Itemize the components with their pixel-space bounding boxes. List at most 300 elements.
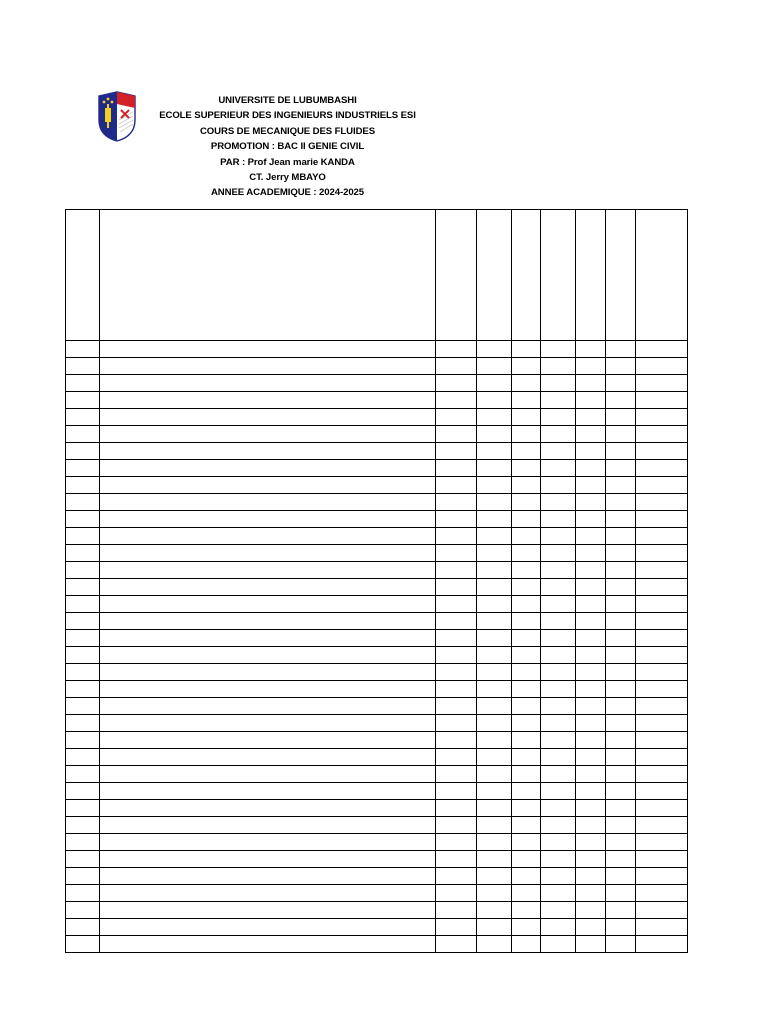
table-cell [576, 749, 606, 766]
table-cell [576, 681, 606, 698]
table-cell [66, 477, 100, 494]
table-cell [576, 443, 606, 460]
table-cell [436, 817, 477, 834]
table-cell [436, 783, 477, 800]
table-cell [576, 919, 606, 936]
table-row [66, 375, 688, 392]
table-cell [477, 494, 512, 511]
table-cell [541, 698, 576, 715]
table-cell [100, 817, 436, 834]
table-cell [66, 358, 100, 375]
table-cell [477, 341, 512, 358]
table-cell [477, 579, 512, 596]
table-cell [100, 647, 436, 664]
table-cell [606, 409, 636, 426]
table-cell [477, 885, 512, 902]
table-cell [636, 851, 688, 868]
header-assistant: CT. Jerry MBAYO [249, 172, 326, 184]
table-cell [606, 851, 636, 868]
table-cell [541, 426, 576, 443]
table-cell [512, 936, 541, 953]
table-cell [512, 681, 541, 698]
table-cell [66, 375, 100, 392]
table-cell [606, 766, 636, 783]
table-cell [541, 494, 576, 511]
table-cell [541, 579, 576, 596]
header-cell [66, 210, 100, 341]
table-cell [436, 528, 477, 545]
table-cell [541, 596, 576, 613]
table-cell [477, 783, 512, 800]
table-cell [512, 613, 541, 630]
table-cell [576, 460, 606, 477]
table-cell [100, 562, 436, 579]
table-cell [512, 834, 541, 851]
table-cell [66, 409, 100, 426]
table-cell [512, 630, 541, 647]
table-cell [606, 511, 636, 528]
table-cell [606, 443, 636, 460]
table-cell [576, 358, 606, 375]
table-cell [576, 596, 606, 613]
table-cell [66, 732, 100, 749]
table-cell [477, 477, 512, 494]
table-row [66, 477, 688, 494]
table-cell [100, 630, 436, 647]
table-cell [477, 443, 512, 460]
header-cell [100, 210, 436, 341]
table-cell [477, 375, 512, 392]
table-row [66, 647, 688, 664]
table-cell [636, 766, 688, 783]
table-cell [436, 936, 477, 953]
table-cell [512, 817, 541, 834]
table-cell [477, 596, 512, 613]
table-cell [436, 392, 477, 409]
table-cell [66, 902, 100, 919]
table-cell [100, 681, 436, 698]
table-cell [100, 358, 436, 375]
table-cell [100, 698, 436, 715]
table-row [66, 341, 688, 358]
table-row [66, 630, 688, 647]
table-cell [477, 392, 512, 409]
table-cell [576, 545, 606, 562]
table-cell [436, 579, 477, 596]
table-cell [606, 783, 636, 800]
table-cell [636, 341, 688, 358]
table-cell [541, 936, 576, 953]
table-cell [606, 698, 636, 715]
table-cell [477, 460, 512, 477]
table-cell [606, 596, 636, 613]
table-cell [436, 800, 477, 817]
table-cell [436, 426, 477, 443]
table-cell [100, 460, 436, 477]
table-cell [606, 528, 636, 545]
table-row [66, 698, 688, 715]
table-cell [636, 715, 688, 732]
table-cell [436, 868, 477, 885]
table-row [66, 902, 688, 919]
table-cell [100, 732, 436, 749]
table-cell [636, 562, 688, 579]
table-cell [512, 868, 541, 885]
table-cell [606, 545, 636, 562]
table-cell [100, 936, 436, 953]
table-cell [576, 868, 606, 885]
table-cell [576, 494, 606, 511]
table-cell [512, 885, 541, 902]
table-cell [541, 919, 576, 936]
table-row [66, 868, 688, 885]
table-cell [606, 460, 636, 477]
table-cell [576, 715, 606, 732]
table-cell [100, 783, 436, 800]
table-cell [100, 664, 436, 681]
table-cell [606, 919, 636, 936]
table-cell [477, 528, 512, 545]
table-cell [436, 919, 477, 936]
table-cell [436, 630, 477, 647]
table-cell [100, 477, 436, 494]
table-cell [100, 596, 436, 613]
table-cell [606, 817, 636, 834]
table-cell [541, 749, 576, 766]
table-cell [636, 375, 688, 392]
table-cell [436, 664, 477, 681]
table-cell [512, 715, 541, 732]
table-cell [606, 494, 636, 511]
table-cell [66, 766, 100, 783]
table-cell [512, 800, 541, 817]
table-cell [606, 834, 636, 851]
table-cell [576, 783, 606, 800]
table-cell [541, 392, 576, 409]
table-cell [100, 392, 436, 409]
table-cell [512, 664, 541, 681]
table-cell [541, 783, 576, 800]
header-cell [636, 210, 688, 341]
table-cell [477, 749, 512, 766]
table-cell [436, 902, 477, 919]
header-academic-year: ANNEE ACADEMIQUE : 2024-2025 [210, 187, 365, 199]
table-cell [66, 664, 100, 681]
table-cell [66, 817, 100, 834]
table-cell [636, 545, 688, 562]
table-cell [576, 579, 606, 596]
table-cell [636, 698, 688, 715]
table-cell [576, 902, 606, 919]
table-cell [512, 341, 541, 358]
table-cell [636, 783, 688, 800]
table-cell [636, 528, 688, 545]
table-cell [606, 868, 636, 885]
table-cell [436, 732, 477, 749]
table-cell [541, 732, 576, 749]
table-cell [512, 443, 541, 460]
table-cell [576, 698, 606, 715]
table-cell [541, 902, 576, 919]
table-cell [66, 341, 100, 358]
table-row [66, 443, 688, 460]
table-cell [636, 409, 688, 426]
table-cell [576, 834, 606, 851]
table-cell [66, 443, 100, 460]
table-row [66, 851, 688, 868]
table-cell [512, 749, 541, 766]
table-row [66, 715, 688, 732]
table-cell [100, 511, 436, 528]
table-cell [541, 885, 576, 902]
table-cell [100, 341, 436, 358]
table-cell [606, 681, 636, 698]
header-course: COURS DE MECANIQUE DES FLUIDES [199, 125, 376, 137]
table-row [66, 494, 688, 511]
table-cell [606, 885, 636, 902]
table-cell [477, 817, 512, 834]
table-cell [436, 749, 477, 766]
table-cell [100, 715, 436, 732]
table-cell [66, 613, 100, 630]
table-cell [100, 375, 436, 392]
table-cell [541, 545, 576, 562]
header-professor: PAR : Prof Jean marie KANDA [220, 156, 355, 168]
table-cell [576, 885, 606, 902]
document-header [150, 93, 425, 201]
table-cell [606, 902, 636, 919]
table-row [66, 800, 688, 817]
table-cell [477, 851, 512, 868]
table-cell [100, 545, 436, 562]
table-row [66, 766, 688, 783]
table-cell [512, 783, 541, 800]
table-cell [636, 443, 688, 460]
table-cell [477, 358, 512, 375]
header-school: ECOLE SUPERIEUR DES INGENIEURS INDUSTRIELS ESI [159, 110, 416, 122]
table-cell [576, 630, 606, 647]
table-cell [541, 562, 576, 579]
table-cell [100, 443, 436, 460]
table-cell [66, 426, 100, 443]
header-promotion: PROMOTION : BAC II GENIE CIVIL [210, 141, 365, 153]
table-cell [636, 579, 688, 596]
table-cell [66, 494, 100, 511]
table-row [66, 596, 688, 613]
table-cell [576, 477, 606, 494]
table-cell [100, 834, 436, 851]
table-cell [66, 783, 100, 800]
table-cell [606, 392, 636, 409]
table-cell [477, 630, 512, 647]
table-cell [66, 562, 100, 579]
table-cell [576, 613, 606, 630]
table-cell [477, 647, 512, 664]
table-cell [576, 426, 606, 443]
table-cell [436, 477, 477, 494]
table-cell [436, 562, 477, 579]
table-cell [436, 834, 477, 851]
table-cell [512, 460, 541, 477]
table-cell [541, 664, 576, 681]
table-cell [636, 800, 688, 817]
table-cell [606, 936, 636, 953]
table-cell [636, 834, 688, 851]
table-cell [66, 579, 100, 596]
table-cell [477, 732, 512, 749]
table-cell [436, 851, 477, 868]
table-cell [576, 528, 606, 545]
table-cell [100, 613, 436, 630]
table-cell [576, 800, 606, 817]
table-cell [66, 936, 100, 953]
table-cell [477, 868, 512, 885]
table-cell [436, 596, 477, 613]
table-cell [477, 919, 512, 936]
table-row [66, 936, 688, 953]
table-cell [66, 545, 100, 562]
table-cell [436, 494, 477, 511]
table-cell [606, 375, 636, 392]
table-cell [541, 528, 576, 545]
table-cell [636, 460, 688, 477]
table-row [66, 681, 688, 698]
table-cell [576, 817, 606, 834]
table-cell [436, 681, 477, 698]
table-cell [541, 443, 576, 460]
table-row [66, 545, 688, 562]
table-cell [541, 817, 576, 834]
table-cell [477, 715, 512, 732]
table-cell [541, 460, 576, 477]
table-cell [541, 766, 576, 783]
header-cell [436, 210, 477, 341]
table-row [66, 664, 688, 681]
table-cell [477, 511, 512, 528]
table-cell [436, 545, 477, 562]
table-cell [512, 545, 541, 562]
table-cell [477, 409, 512, 426]
table-cell [636, 613, 688, 630]
table-cell [436, 885, 477, 902]
table-cell [66, 868, 100, 885]
table-cell [541, 477, 576, 494]
table-cell [512, 698, 541, 715]
table-cell [477, 681, 512, 698]
table-cell [477, 766, 512, 783]
table-cell [576, 664, 606, 681]
table-cell [66, 511, 100, 528]
table-cell [636, 749, 688, 766]
table-cell [100, 528, 436, 545]
table-cell [512, 902, 541, 919]
table-cell [576, 409, 606, 426]
table-cell [636, 885, 688, 902]
table-header-row [66, 210, 688, 341]
table-cell [606, 732, 636, 749]
table-row [66, 460, 688, 477]
table-cell [512, 511, 541, 528]
table-cell [512, 375, 541, 392]
header-cell [477, 210, 512, 341]
table-cell [436, 698, 477, 715]
table-cell [576, 392, 606, 409]
table-cell [512, 494, 541, 511]
table-cell [606, 579, 636, 596]
table-cell [100, 426, 436, 443]
header-cell [512, 210, 541, 341]
table-cell [477, 902, 512, 919]
table-cell [541, 358, 576, 375]
table-cell [636, 681, 688, 698]
table-cell [66, 749, 100, 766]
table-cell [606, 749, 636, 766]
table-cell [436, 409, 477, 426]
table-cell [576, 936, 606, 953]
table-cell [66, 698, 100, 715]
table-cell [636, 919, 688, 936]
table-cell [606, 800, 636, 817]
table-cell [512, 528, 541, 545]
table-cell [100, 885, 436, 902]
table-cell [606, 630, 636, 647]
table-cell [100, 409, 436, 426]
table-cell [636, 868, 688, 885]
table-cell [636, 426, 688, 443]
table-cell [66, 715, 100, 732]
table-row [66, 528, 688, 545]
table-cell [636, 358, 688, 375]
table-cell [636, 647, 688, 664]
table-cell [66, 630, 100, 647]
table-cell [100, 749, 436, 766]
table-cell [636, 936, 688, 953]
table-cell [477, 936, 512, 953]
table-cell [636, 477, 688, 494]
table-cell [636, 596, 688, 613]
table-cell [541, 409, 576, 426]
table-row [66, 732, 688, 749]
table-cell [436, 358, 477, 375]
table-cell [512, 579, 541, 596]
table-row [66, 613, 688, 630]
table-cell [66, 681, 100, 698]
table-cell [66, 885, 100, 902]
header-cell [576, 210, 606, 341]
table-cell [477, 800, 512, 817]
table-cell [512, 919, 541, 936]
table-cell [512, 851, 541, 868]
table-cell [66, 596, 100, 613]
header-university: UNIVERSITE DE LUBUMBASHI [218, 95, 357, 106]
table-cell [576, 511, 606, 528]
table-row [66, 817, 688, 834]
table-cell [477, 545, 512, 562]
table-row [66, 392, 688, 409]
table-cell [436, 460, 477, 477]
table-cell [512, 409, 541, 426]
table-cell [576, 375, 606, 392]
table-cell [436, 443, 477, 460]
table-cell [541, 834, 576, 851]
table-cell [576, 851, 606, 868]
table-cell [636, 511, 688, 528]
table-cell [66, 919, 100, 936]
table-cell [436, 511, 477, 528]
table-cell [66, 800, 100, 817]
table-cell [100, 579, 436, 596]
table-cell [606, 715, 636, 732]
